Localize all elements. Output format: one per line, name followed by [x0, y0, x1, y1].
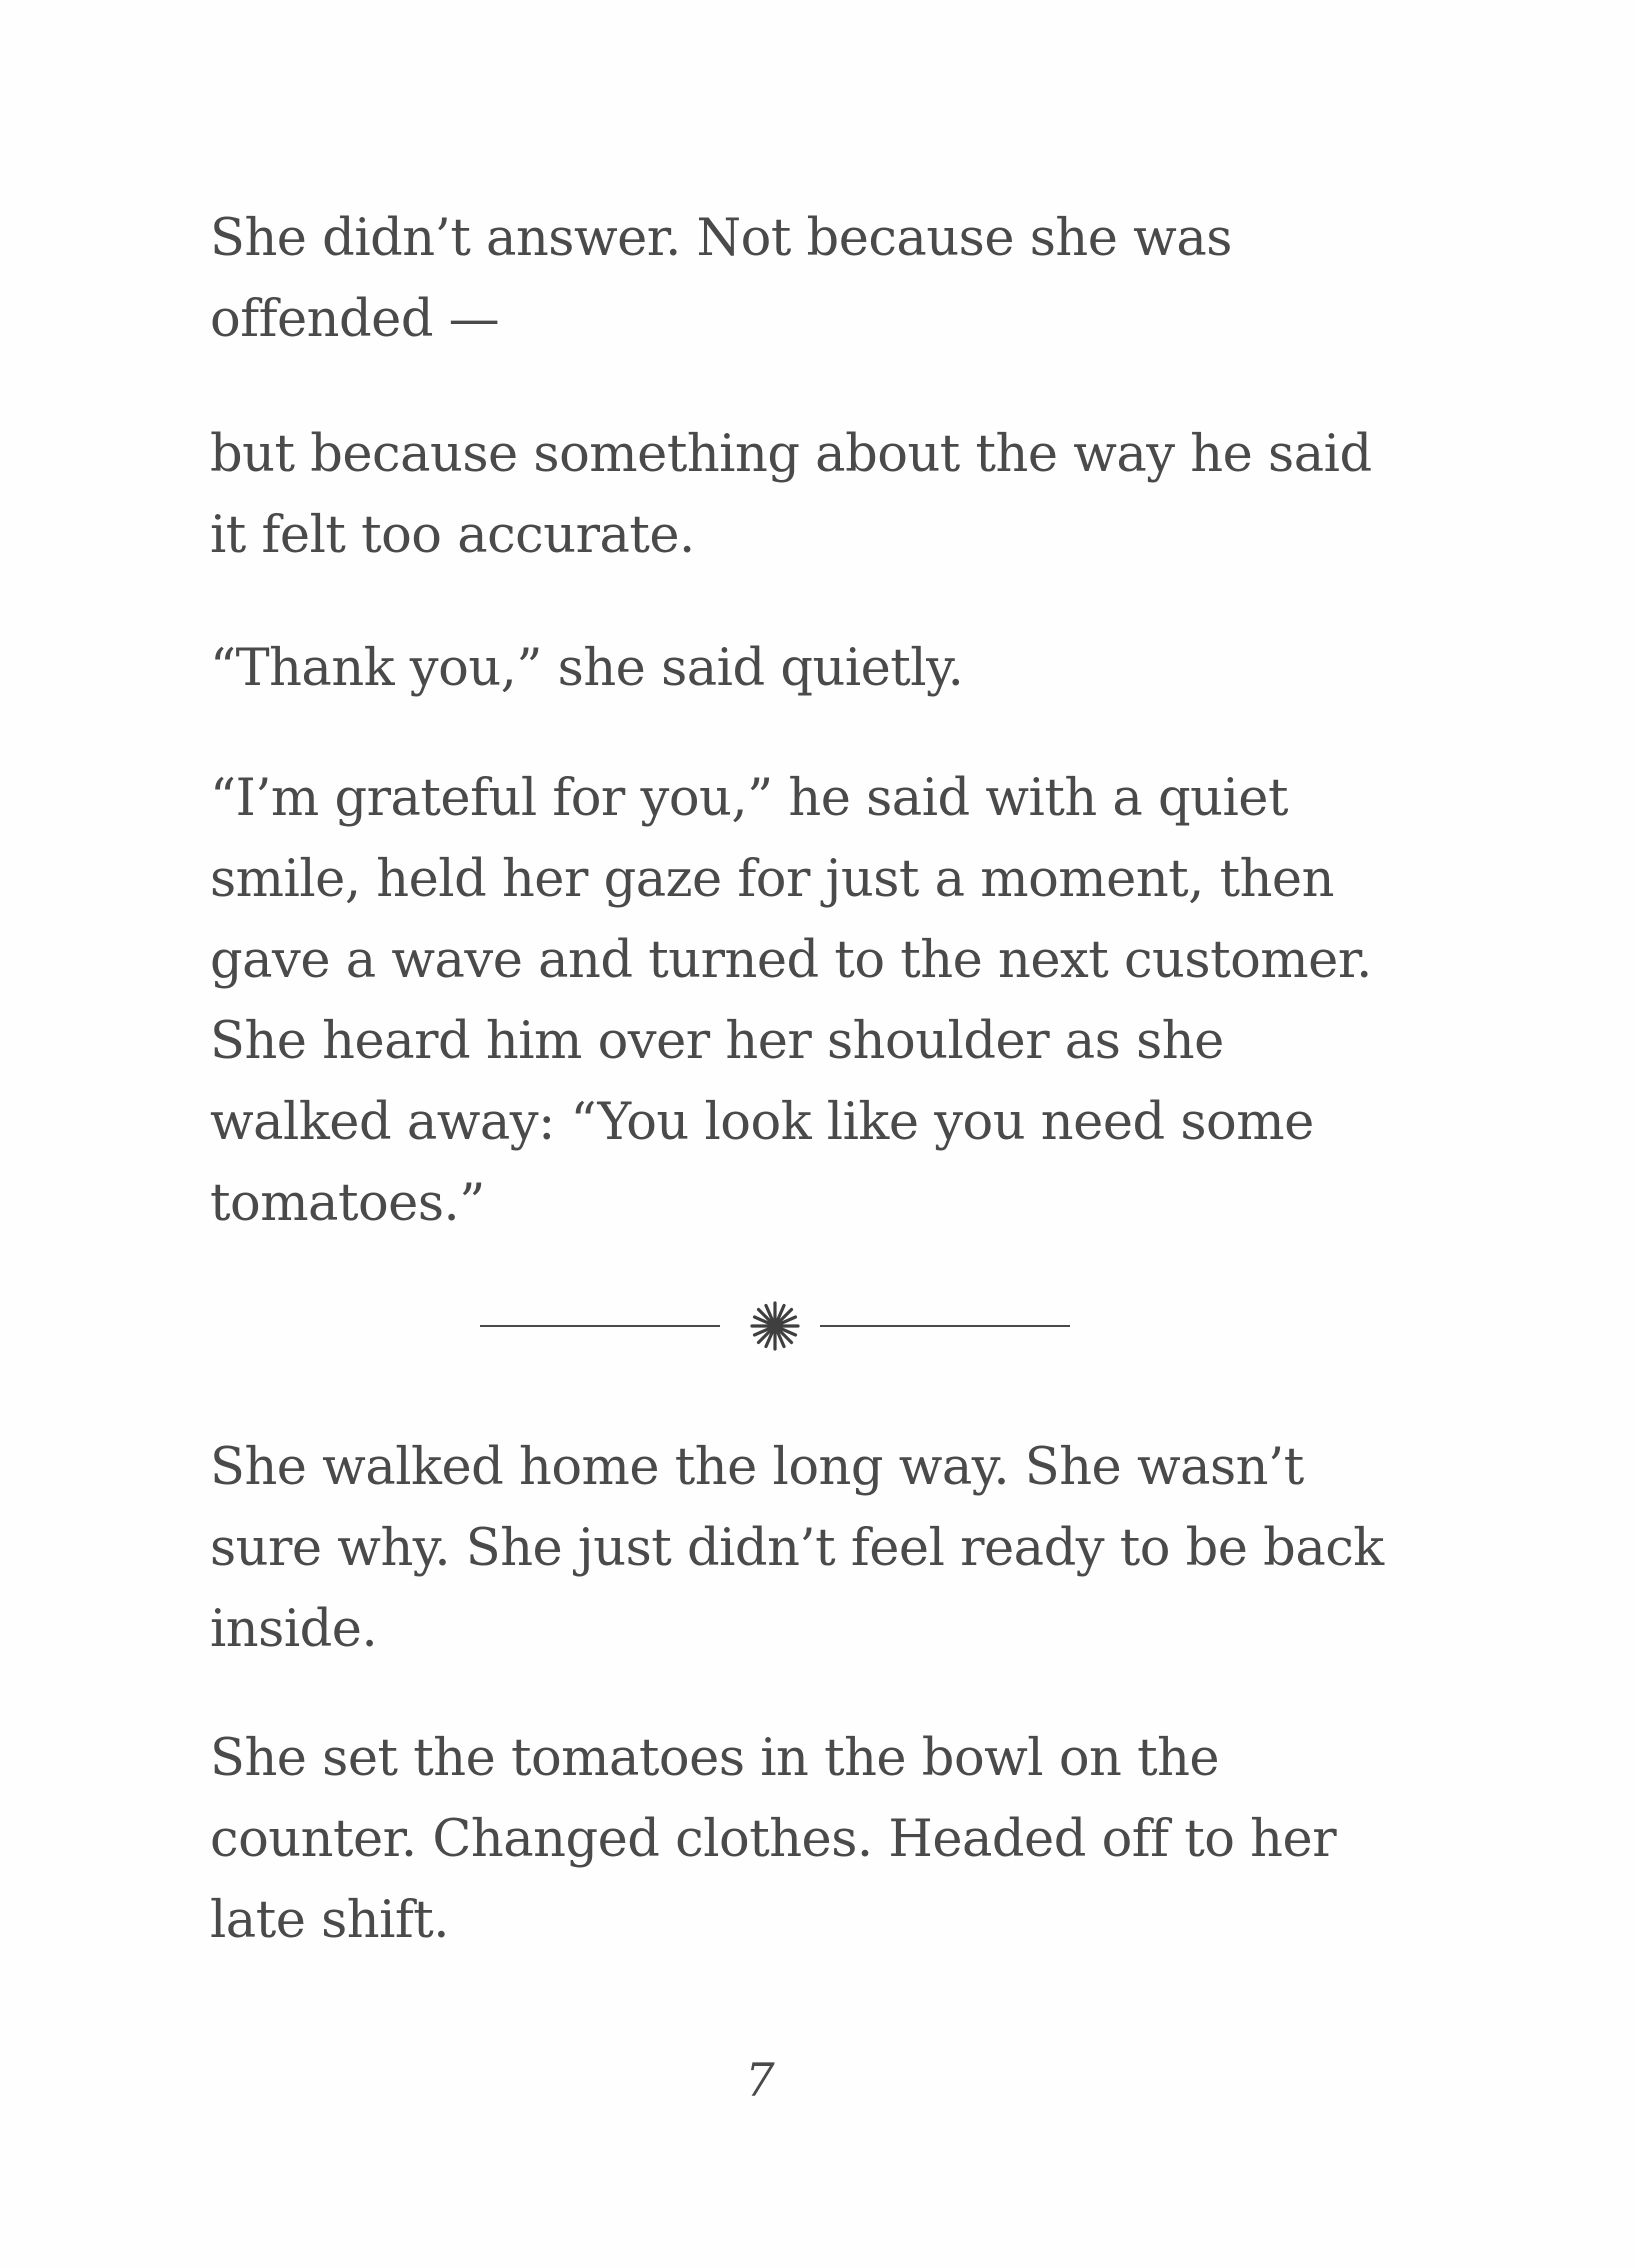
paragraph-1: She didn’t answer. Not because she was offended — — [210, 209, 1232, 349]
paragraph-4: “I’m grateful for you,” he said with a quiet smile, held her gaze for just a moment, then gave a wave and turned to the next customer. She heard him over her shoulder as she walked away: “You look like you need some tomatoes.” — [210, 769, 1372, 1233]
divider-rule-right — [820, 1325, 1070, 1327]
paragraph-5: She walked home the long way. She wasn’t sure why. She just didn’t feel ready to be back inside. — [210, 1438, 1384, 1659]
paragraph-2: but because something about the way he said it felt too accurate. — [210, 425, 1372, 565]
paragraph-6: She set the tomatoes in the bowl on the counter. Changed clothes. Headed off to her late shift. — [210, 1729, 1337, 1950]
paragraph-3: “Thank you,” she said quietly. — [210, 639, 964, 698]
scene-break-divider — [480, 1296, 1070, 1356]
star-burst-icon — [748, 1299, 802, 1353]
page-number: 7 — [745, 2053, 775, 2107]
divider-rule-left — [480, 1325, 720, 1327]
